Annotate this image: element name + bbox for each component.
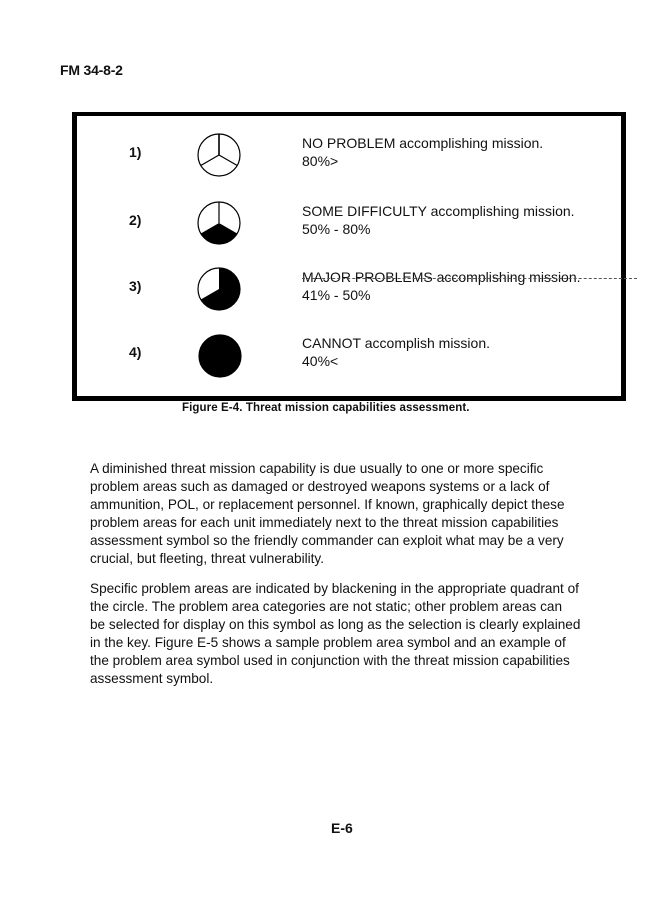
paragraph-line: in the key. Figure E-5 shows a sample problem area symbol and an example of xyxy=(90,635,566,650)
document-id-header: FM 34-8-2 xyxy=(60,62,123,78)
figure-caption: Figure E-4. Threat mission capabilities assessment. xyxy=(182,402,470,414)
capability-row-2 xyxy=(77,202,621,252)
capability-range: 40%< xyxy=(302,353,339,369)
paragraph-line: assessment symbol. xyxy=(90,671,214,686)
no-problem-circle-icon xyxy=(195,131,243,179)
capability-label: CANNOT accomplish mission. xyxy=(302,335,491,351)
some-difficulty-circle-icon xyxy=(195,199,243,247)
capability-row-4 xyxy=(77,334,621,384)
capability-description xyxy=(302,134,543,170)
scan-underline-artifact xyxy=(302,278,637,279)
capability-description xyxy=(302,268,581,304)
capability-label: NO PROBLEM accomplishing mission. xyxy=(302,135,544,151)
body-paragraph-2 xyxy=(90,580,630,688)
paragraph-line: crucial, but fleeting, threat vulnerability. xyxy=(90,551,324,566)
body-paragraph-1 xyxy=(90,460,630,568)
row-number: 3) xyxy=(129,278,142,294)
capability-row-1 xyxy=(77,134,621,184)
row-number: 4) xyxy=(129,344,142,360)
capability-range: 80%> xyxy=(302,153,339,169)
paragraph-line: problem areas such as damaged or destroyed weapons systems or a lack of xyxy=(90,479,550,494)
capability-range: 50% - 80% xyxy=(302,221,371,237)
paragraph-line: problem areas for each unit immediately next to the threat mission capabilities xyxy=(90,515,559,530)
paragraph-line: be selected for display on this symbol as long as the selection is clearly explained xyxy=(90,617,581,632)
paragraph-line: assessment symbol so the friendly commander can exploit what may be a very xyxy=(90,533,564,548)
capability-description xyxy=(302,202,575,238)
paragraph-line: ammunition, POL, or replacement personnel. If known, graphically depict these xyxy=(90,497,565,512)
paragraph-line: Specific problem areas are indicated by blackening in the appropriate quadrant of xyxy=(90,581,579,596)
capability-description xyxy=(302,334,490,370)
capability-range: 41% - 50% xyxy=(302,287,371,303)
capability-label: MAJOR PROBLEMS accomplishing mission. xyxy=(302,269,581,285)
paragraph-line: A diminished threat mission capability is due usually to one or more specific xyxy=(90,461,544,476)
paragraph-line: the circle. The problem area categories are not static; other problem areas can xyxy=(90,599,562,614)
figure-e4-box xyxy=(72,112,626,401)
capability-row-3 xyxy=(77,268,621,318)
capability-label: SOME DIFFICULTY accomplishing mission. xyxy=(302,203,575,219)
cannot-accomplish-circle-icon xyxy=(196,332,244,380)
major-problems-circle-icon xyxy=(195,265,243,313)
paragraph-line: the problem area symbol used in conjunction with the threat mission capabilities xyxy=(90,653,570,668)
page-number: E-6 xyxy=(331,820,353,836)
row-number: 2) xyxy=(129,212,142,228)
row-number: 1) xyxy=(129,144,142,160)
